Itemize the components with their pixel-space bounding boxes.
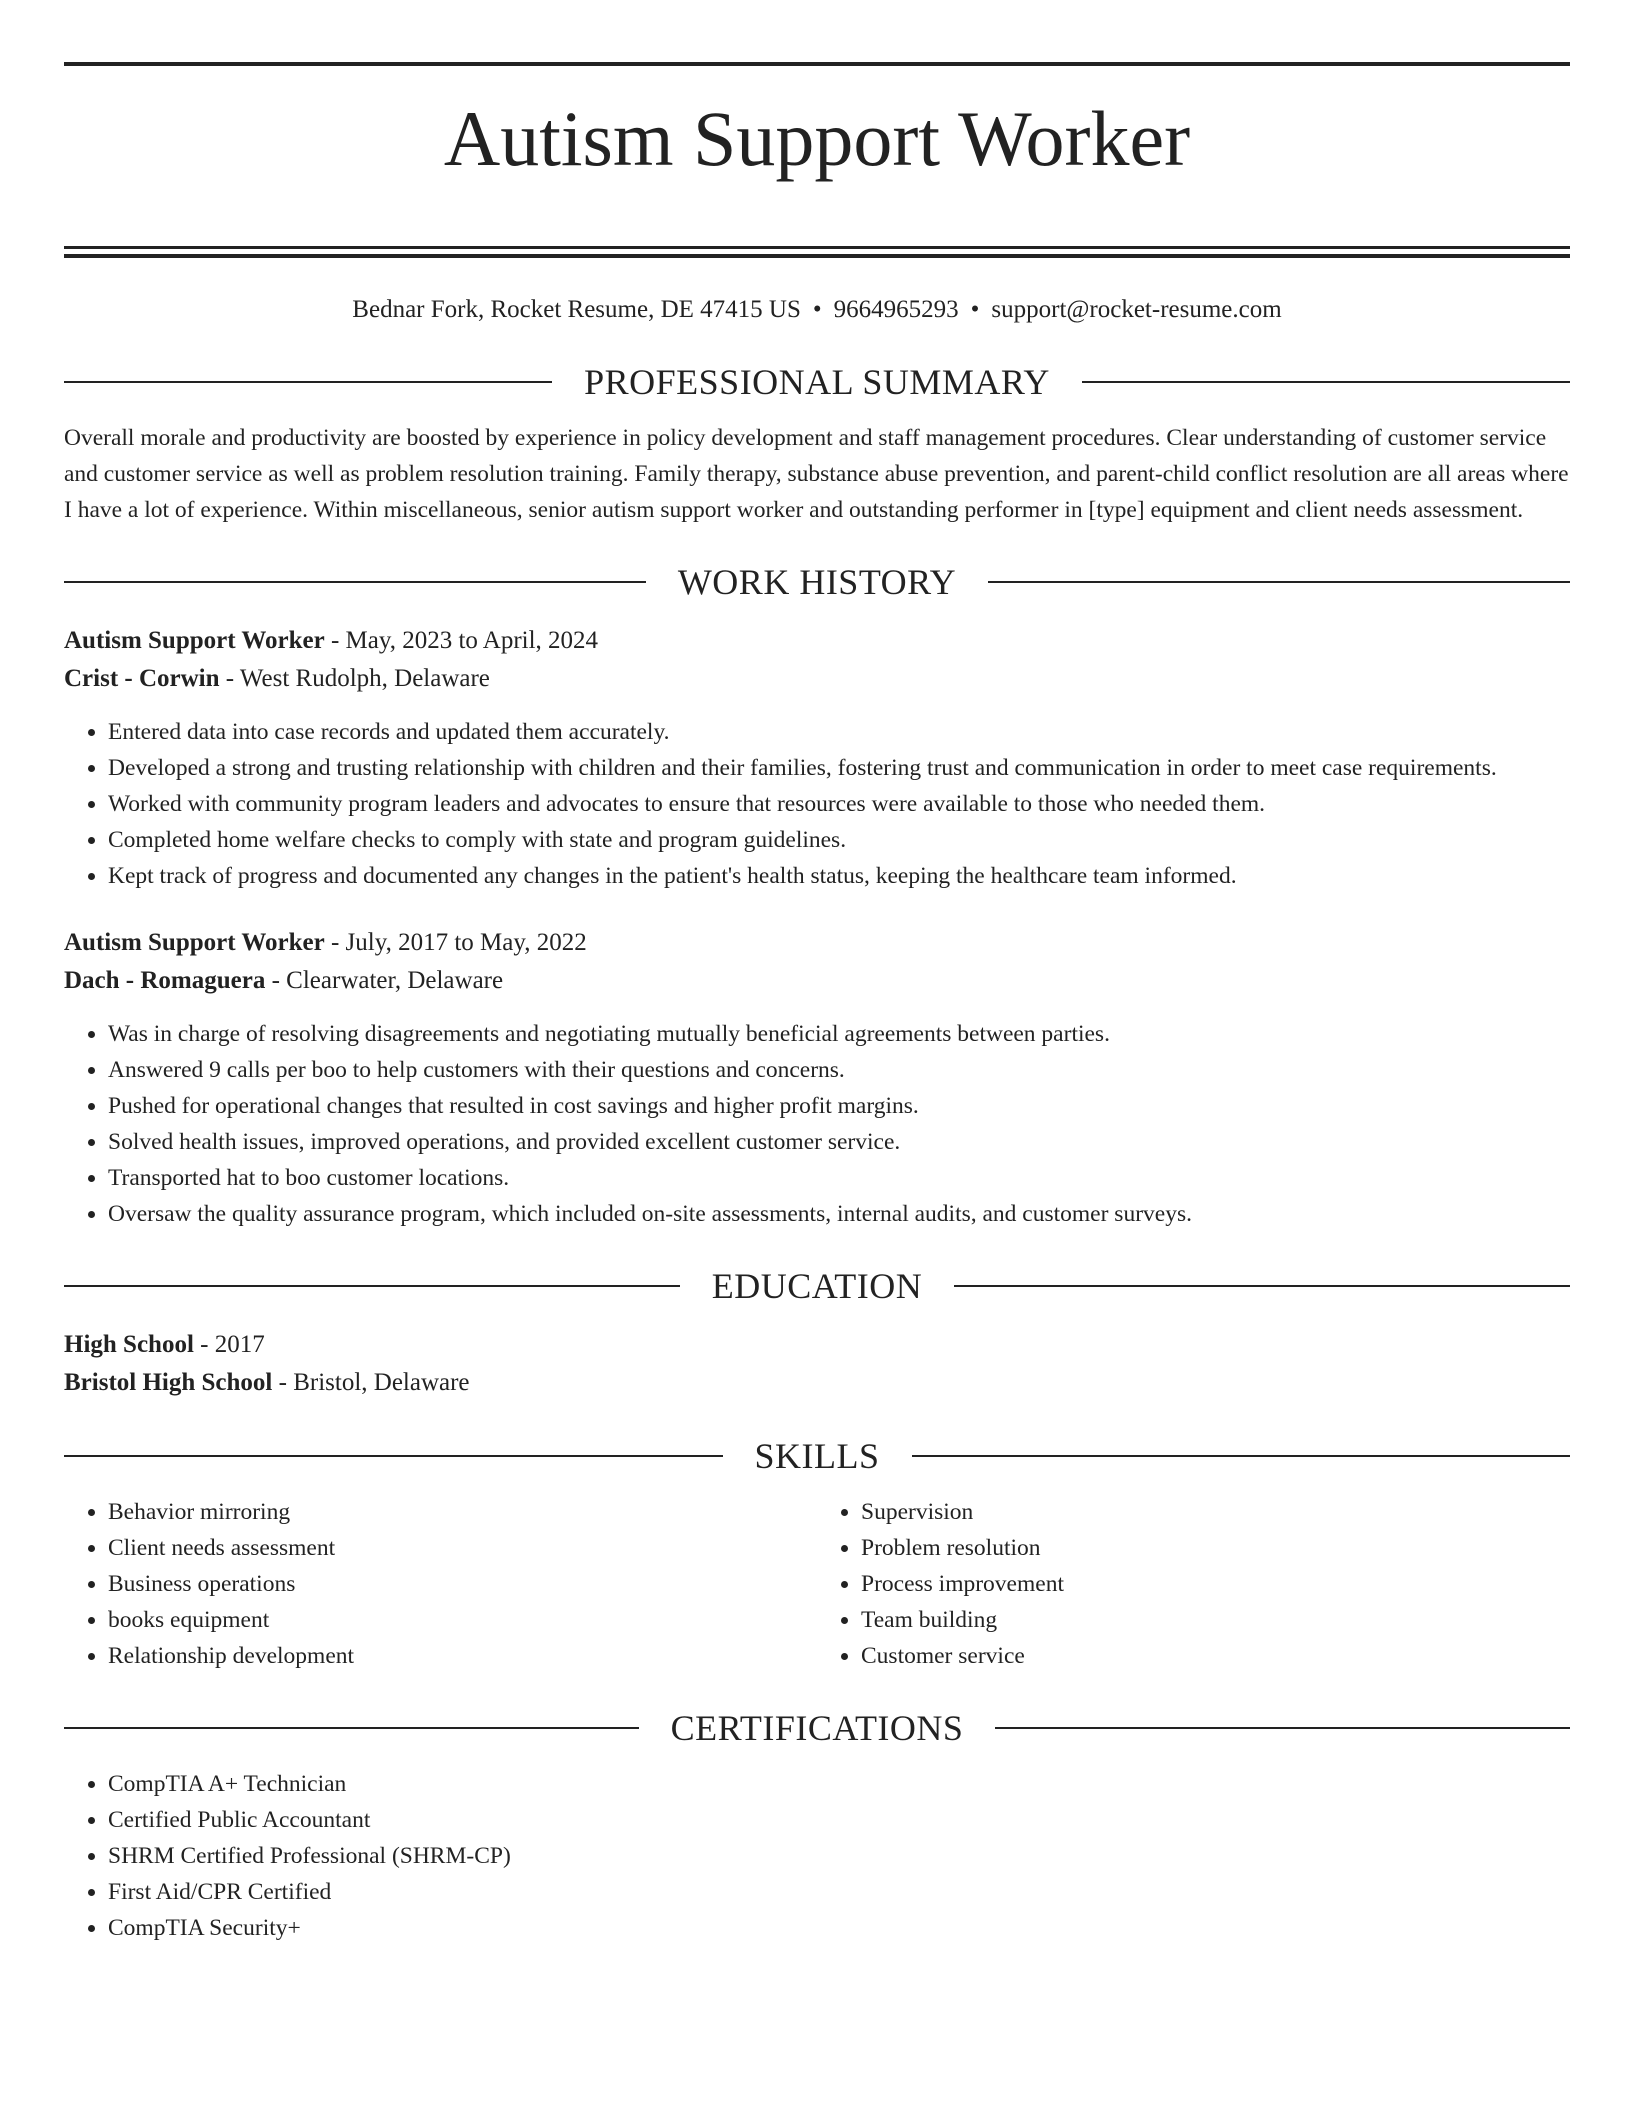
skill-item: • Process improvement [861,1566,1570,1602]
education-entry [64,1326,1570,1402]
job-bullet: • Completed home welfare checks to comply with state and program guidelines. [108,822,1570,858]
certification-item: • CompTIA Security+ [108,1910,1570,1946]
section-heading-work [64,560,1570,604]
education-heading: EDUCATION [711,1266,923,1306]
job-title: Autism Support Worker [64,627,325,654]
skill-item: • Relationship development [108,1638,817,1674]
certifications-list [64,1766,1570,1946]
job-entry [64,924,1570,1232]
contact-separator: • [970,296,980,323]
job-bullet: • Solved health issues, improved operations, and provided excellent customer service. [108,1124,1570,1160]
certification-item: • SHRM Certified Professional (SHRM-CP) [108,1838,1570,1874]
job-bullet: • Developed a strong and trusting relationship with children and their families, fostering trust and communication in order to meet case requirements. [108,750,1570,786]
skill-item: • Behavior mirroring [108,1494,817,1530]
job-title-line [64,924,1570,962]
section-heading-education [64,1264,1570,1308]
education-location: - Bristol, Delaware [272,1369,470,1396]
skills-left-column [64,1494,817,1674]
skill-item: • Team building [861,1602,1570,1638]
work-heading: WORK HISTORY [677,562,957,602]
job-bullet: • Was in charge of resolving disagreements and negotiating mutually beneficial agreements between parties. [108,1016,1570,1052]
resume-page [64,62,1570,1946]
skill-item: • Supervision [861,1494,1570,1530]
job-company: Dach - Romaguera [64,967,266,994]
education-degree: High School [64,1331,194,1358]
skill-item: • Client needs assessment [108,1530,817,1566]
certification-item: • CompTIA A+ Technician [108,1766,1570,1802]
contact-separator: • [812,296,822,323]
certification-item: • Certified Public Accountant [108,1802,1570,1838]
job-company-line [64,660,1570,698]
job-bullets [64,714,1570,894]
job-location: - Clearwater, Delaware [265,967,504,994]
job-bullet: • Transported hat to boo customer locations. [108,1160,1570,1196]
title-double-rule [64,246,1570,258]
resume-title: Autism Support Worker [443,95,1191,182]
certification-item: • First Aid/CPR Certified [108,1874,1570,1910]
job-title: Autism Support Worker [64,929,325,956]
job-location: - West Rudolph, Delaware [219,665,490,692]
job-entry [64,622,1570,894]
education-degree-line [64,1326,1570,1364]
contact-address: Bednar Fork, Rocket Resume, DE 47415 US [352,296,801,323]
job-bullet: • Worked with community program leaders and advocates to ensure that resources were available to those who needed them. [108,786,1570,822]
skills-heading: SKILLS [754,1436,880,1476]
job-bullet: • Kept track of progress and documented any changes in the patient's health status, keeping the healthcare team informed. [108,858,1570,894]
skill-item: • Customer service [861,1638,1570,1674]
job-bullet: • Pushed for operational changes that resulted in cost savings and higher profit margins. [108,1088,1570,1124]
section-heading-skills [64,1434,1570,1478]
summary-heading: PROFESSIONAL SUMMARY [584,362,1050,402]
job-title-line [64,622,1570,660]
skill-item: • Problem resolution [861,1530,1570,1566]
section-heading-summary [64,360,1570,404]
job-bullet: • Answered 9 calls per boo to help customers with their questions and concerns. [108,1052,1570,1088]
education-school-line [64,1364,1570,1402]
skills-grid [64,1494,1570,1674]
education-school: Bristol High School [64,1369,273,1396]
section-heading-certifications [64,1706,1570,1750]
summary-text: Overall morale and productivity are boosted by experience in policy development and staff management procedures. Clear understanding of customer service and customer service as well as problem resolution training. Family therapy, substance abuse prevention, and parent-child conflict resolution are all areas where I have a lot of experience. Within miscellaneous, senior autism support worker and outstanding performer in [type] equipment and client needs assessment. [64,425,1569,523]
jobs-list [64,622,1570,1232]
skill-item: • Business operations [108,1566,817,1602]
contact-email: support@rocket-resume.com [991,296,1282,323]
skills-right-column [817,1494,1570,1674]
skill-item: • books equipment [108,1602,817,1638]
job-dates: - May, 2023 to April, 2024 [324,627,599,654]
certifications-heading: CERTIFICATIONS [670,1708,964,1748]
contact-line [64,292,1570,328]
job-bullet: • Oversaw the quality assurance program, which included on-site assessments, internal audits, and customer surveys. [108,1196,1570,1232]
job-bullets [64,1016,1570,1232]
education-year: - 2017 [193,1331,265,1358]
job-dates: - July, 2017 to May, 2022 [324,929,587,956]
top-rule [64,62,1570,66]
job-company-line [64,962,1570,1000]
contact-phone: 9664965293 [833,296,959,323]
job-bullet: • Entered data into case records and updated them accurately. [108,714,1570,750]
job-company: Crist - Corwin [64,665,220,692]
